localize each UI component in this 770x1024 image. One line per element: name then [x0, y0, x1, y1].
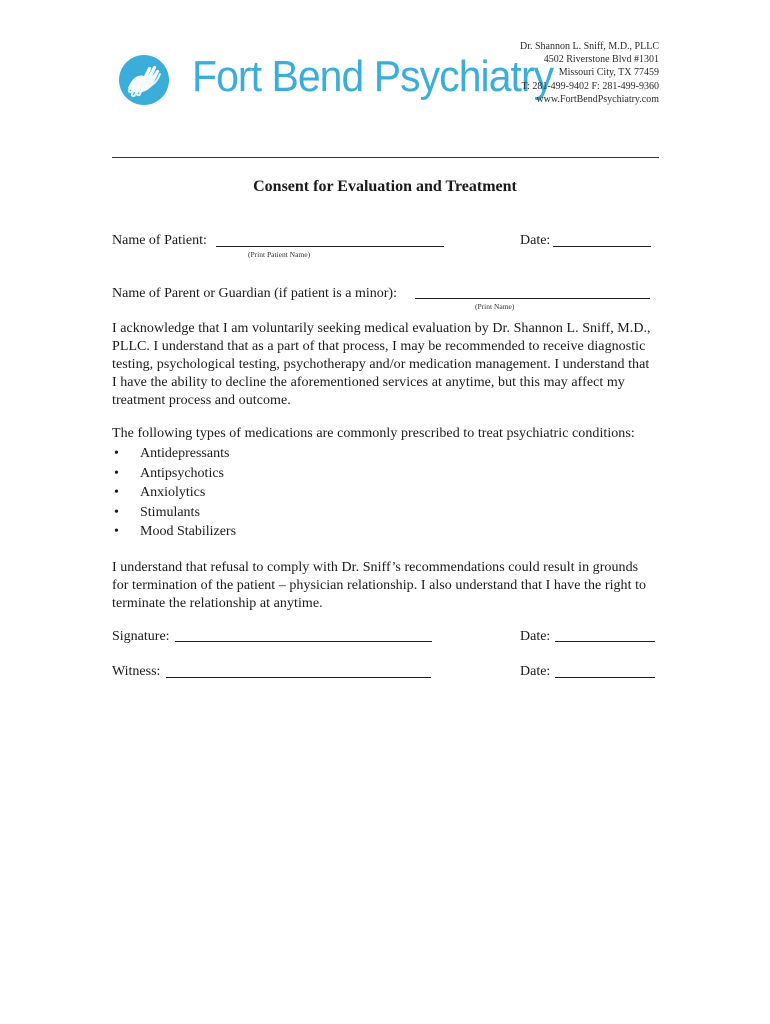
contact-line-website: www.FortBendPsychiatry.com — [536, 93, 659, 105]
acknowledgement-paragraph: I acknowledge that I am voluntarily seeking medical evaluation by Dr. Shannon L. Sniff, M.D., PLLC. I understand that as a part of that process, I may be recommended to receive diagnostic testing, psychological testing, psychotherapy and/or medication management. I understand that I have the ability to decline the aforementioned services at anytime, but this may affect my treatment process and outcome. — [112, 321, 651, 408]
bullet-icon: • — [114, 485, 119, 501]
bullet-icon: • — [114, 504, 119, 520]
guardian-name-label: Name of Parent or Guardian (if patient is a minor): — [112, 286, 397, 301]
contact-line-doctor: Dr. Shannon L. Sniff, M.D., PLLC — [520, 41, 659, 52]
medication-list — [112, 444, 236, 542]
bullet-icon: • — [114, 524, 119, 540]
date-label-top: Date: — [520, 233, 551, 248]
signature-field[interactable] — [175, 641, 432, 642]
date-field-top[interactable] — [553, 246, 651, 247]
witness-date-label: Date: — [520, 664, 551, 679]
contact-line-city: Missouri City, TX 77459 — [558, 67, 659, 79]
list-item: • Antidepressants — [112, 444, 236, 464]
signature-label: Signature: — [112, 629, 170, 644]
refusal-paragraph: I understand that refusal to comply with Dr. Sniff’s recommendations could result in grounds for termination of the patient – physician relationship. I also understand that I have the right to terminate the relationship at anytime. — [112, 560, 647, 611]
guardian-name-hint: (Print Name) — [475, 302, 515, 311]
witness-date-field[interactable] — [555, 677, 655, 678]
bullet-icon: • — [114, 465, 119, 481]
witness-label: Witness: — [112, 664, 161, 679]
patient-name-label: Name of Patient: — [112, 233, 207, 248]
practice-contact-block — [520, 40, 659, 106]
signature-date-field[interactable] — [555, 641, 655, 642]
list-item: • Stimulants — [112, 503, 236, 523]
document-title: Consent for Evaluation and Treatment — [253, 178, 517, 195]
list-item: • Antipsychotics — [112, 464, 236, 484]
list-item: • Mood Stabilizers — [112, 522, 236, 542]
contact-line-phone: T: 281-499-9402 F: 281-499-9360 — [521, 80, 659, 92]
patient-name-field[interactable] — [216, 246, 444, 247]
bullet-icon: • — [114, 446, 119, 461]
patient-name-hint: (Print Patient Name) — [248, 250, 311, 259]
header-divider — [112, 157, 659, 158]
signature-date-label: Date: — [520, 629, 551, 644]
contact-line-address: 4502 Riverstone Blvd #1301 — [543, 54, 659, 66]
list-item: • Anxiolytics — [112, 483, 236, 503]
witness-field[interactable] — [166, 677, 431, 678]
medications-intro: The following types of medications are commonly prescribed to treat psychiatric conditions: — [112, 426, 635, 441]
logo-wordmark: Fort Bend Psychiatry — [192, 52, 554, 101]
hands-circle-icon — [118, 54, 170, 106]
guardian-name-field[interactable] — [415, 298, 650, 299]
